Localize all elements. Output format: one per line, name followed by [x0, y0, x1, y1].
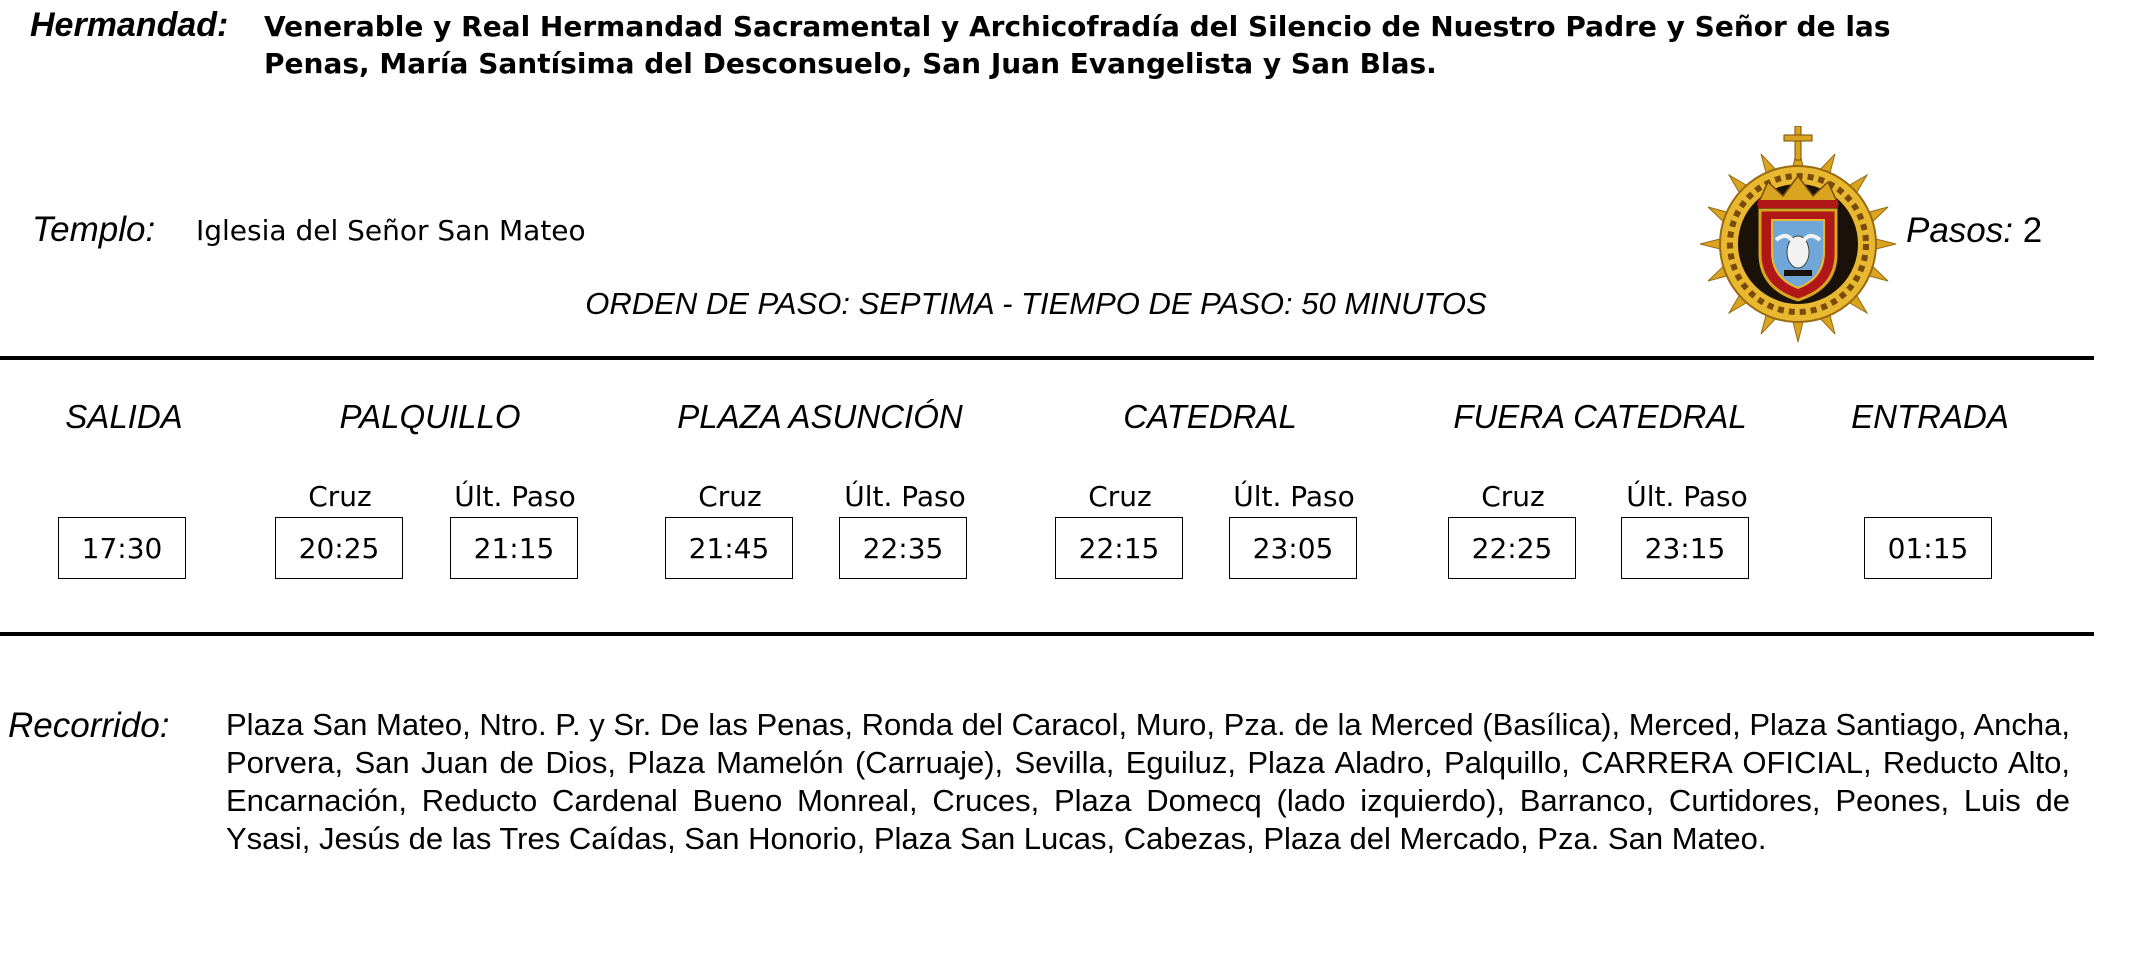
templo-label: Templo:	[32, 210, 156, 249]
hermandad-name: Venerable y Real Hermandad Sacramental y Archicofradía del Silencio de Nuestro Padre y Señor de las Penas, María Santísima del Desconsuelo, San Juan Evangelista y San Blas.	[264, 10, 1891, 80]
catedral-ult-time: 23:05	[1229, 517, 1357, 579]
palquillo-cruz-time: 20:25	[275, 517, 403, 579]
plaza-asuncion-cruz-label: Cruz	[698, 480, 762, 513]
salida-time: 17:30	[58, 517, 186, 579]
catedral-cruz-time: 22:15	[1055, 517, 1183, 579]
entrada-time: 01:15	[1864, 517, 1992, 579]
palquillo-ult-time: 21:15	[450, 517, 578, 579]
plaza-asuncion-ult-time: 22:35	[839, 517, 967, 579]
stage-fuera-catedral-label: FUERA CATEDRAL	[1453, 398, 1747, 435]
catedral-ult-label: Últ. Paso	[1233, 480, 1355, 513]
pasos-count	[1906, 211, 2042, 251]
fuera-catedral-cruz-label: Cruz	[1481, 480, 1545, 513]
bottom-divider	[0, 632, 2094, 636]
catedral-cruz-label: Cruz	[1088, 480, 1152, 513]
stage-palquillo-label: PALQUILLO	[339, 398, 521, 435]
palquillo-ult-label: Últ. Paso	[454, 480, 576, 513]
fuera-catedral-ult-time: 23:15	[1621, 517, 1749, 579]
pasos-value: 2	[2022, 211, 2043, 250]
hermandad-label: Hermandad:	[30, 6, 229, 44]
recorrido-text: Plaza San Mateo, Ntro. P. y Sr. De las Penas, Ronda del Caracol, Muro, Pza. de la Merced (Basílica), Merced, Plaza Santiago, Ancha, Porvera, San Juan de Dios, Plaza Mamelón (Carruaje), Sevilla, Eguiluz, Plaza Aladro, Palquillo, CARRERA OFICIAL, Reducto Alto, Encarnación, Reducto Cardenal Bueno Monreal, Cruces, Plaza Domecq (lado izquierdo), Barranco, Curtidores, Peones, Luis de Ysasi, Jesús de las Tres Caídas, San Honorio, Plaza San Lucas, Cabezas, Plaza del Mercado, Pza. San Mateo.	[226, 707, 2070, 856]
stage-plaza-asuncion-label: PLAZA ASUNCIÓN	[677, 398, 963, 435]
templo-value: Iglesia del Señor San Mateo	[196, 214, 586, 247]
plaza-asuncion-ult-label: Últ. Paso	[844, 480, 966, 513]
orden-text: ORDEN DE PASO: SEPTIMA - TIEMPO DE PASO: 50 MINUTOS	[585, 286, 1487, 321]
brotherhood-seal-icon	[1698, 126, 1898, 344]
stage-salida-label: SALIDA	[65, 398, 183, 435]
top-divider	[0, 356, 2094, 360]
recorrido-label: Recorrido:	[8, 706, 170, 745]
stage-entrada-label: ENTRADA	[1851, 398, 2009, 435]
palquillo-cruz-label: Cruz	[308, 480, 372, 513]
stage-catedral-label: CATEDRAL	[1123, 398, 1297, 435]
fuera-catedral-cruz-time: 22:25	[1448, 517, 1576, 579]
pasos-label: Pasos:	[1906, 211, 2013, 250]
fuera-catedral-ult-label: Últ. Paso	[1626, 480, 1748, 513]
plaza-asuncion-cruz-time: 21:45	[665, 517, 793, 579]
